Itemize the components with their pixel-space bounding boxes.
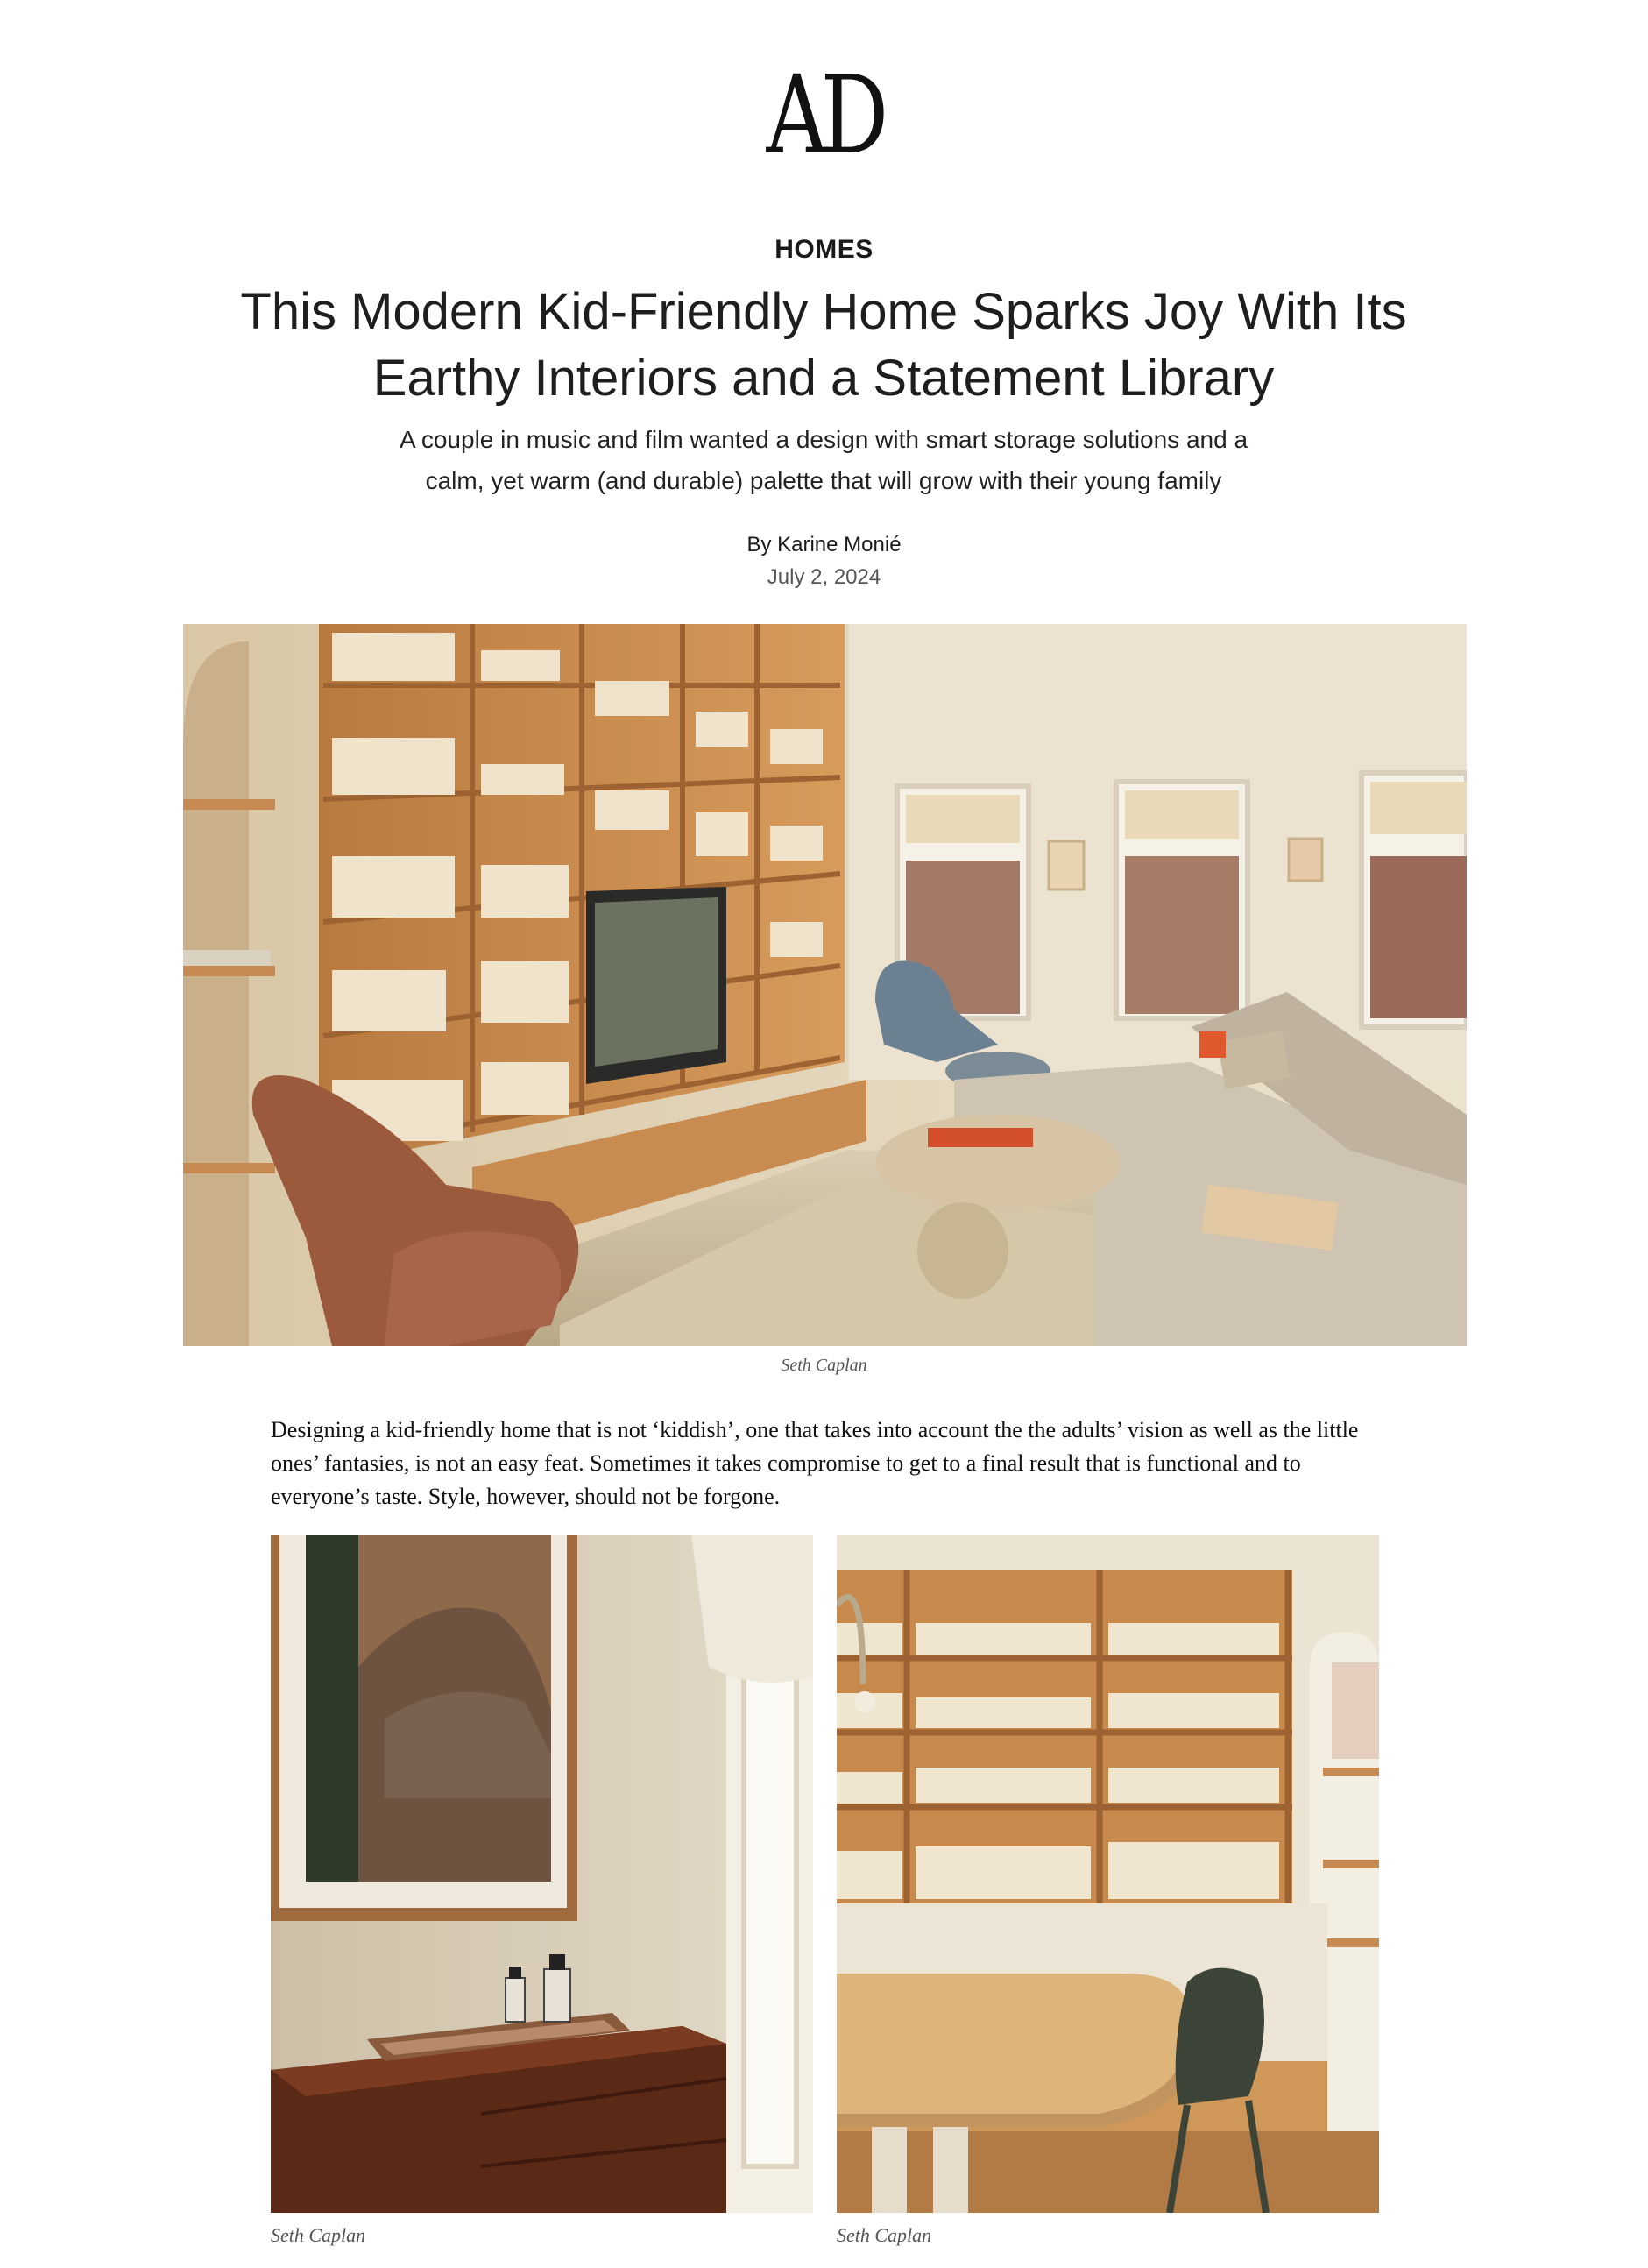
article-byline[interactable]: By Karine Monié <box>746 533 902 556</box>
article-paragraph: Designing a kid-friendly home that is not ‘kiddish’, one that takes into account the the adults’ vision as well as the little ones’ fantasies, is not an easy feat. Sometimes it takes compromise to get to a final result that is functional and to everyone’s taste. Style, however, should not be forgone. <box>271 1417 1359 1509</box>
ad-logo[interactable]: AD <box>766 53 882 179</box>
hero-photo-living-room <box>183 624 1467 1346</box>
photo-library-dining <box>837 1535 1379 2213</box>
photo-dresser-vignette <box>271 1535 813 2213</box>
article-dek: A couple in music and film wanted a design with smart storage solutions and a calm, yet warm (and durable) palette that will grow with their young family <box>399 426 1248 494</box>
hero-photo-credit: Seth Caplan <box>781 1356 867 1375</box>
article-headline: This Modern Kid-Friendly Home Sparks Joy With Its Earthy Interiors and a Statement Library <box>240 283 1407 407</box>
left-photo-credit: Seth Caplan <box>271 2224 366 2246</box>
section-rubric[interactable]: HOMES <box>774 235 874 264</box>
article-date: July 2, 2024 <box>767 565 881 589</box>
right-photo-credit: Seth Caplan <box>837 2224 932 2246</box>
